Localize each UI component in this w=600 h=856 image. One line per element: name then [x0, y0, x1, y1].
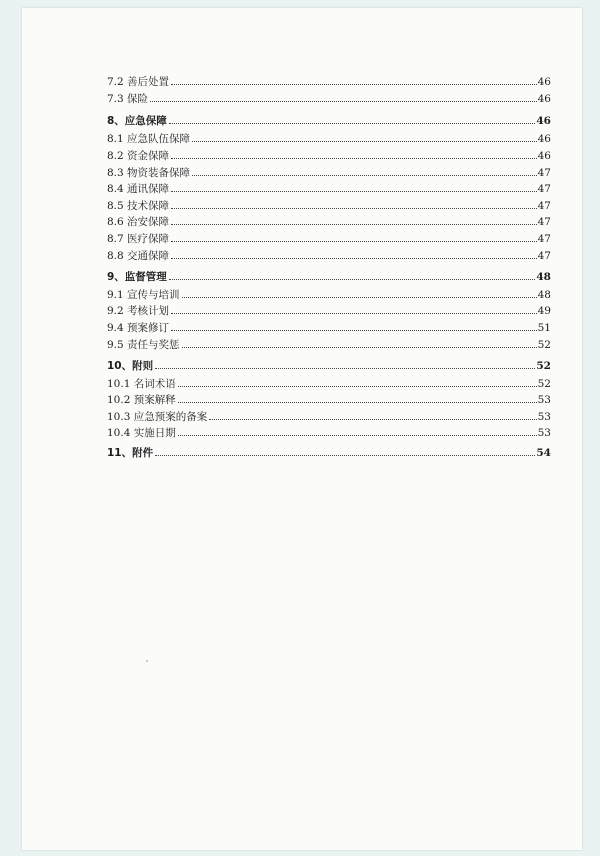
toc-chapter-9[interactable]	[107, 269, 551, 283]
toc-entry-10-4[interactable]	[107, 425, 551, 439]
toc-page-number: 49	[537, 305, 551, 317]
toc-page-number: 52	[537, 378, 551, 390]
toc-page-number: 46	[537, 76, 551, 88]
toc-page-number: 53	[537, 427, 551, 439]
toc-entry-label: 8.7 医疗保障	[107, 233, 170, 245]
toc-chapter-10[interactable]	[107, 358, 551, 372]
toc-entry-8-4[interactable]	[107, 181, 551, 195]
toc-entry-label: 8.1 应急队伍保障	[107, 133, 191, 145]
toc-entry-9-1[interactable]	[107, 287, 551, 301]
toc-page-number: 46	[536, 115, 551, 127]
toc-entry-label: 8.5 技术保障	[107, 200, 170, 212]
toc-entry-label: 8.8 交通保障	[107, 250, 170, 262]
toc-page-number: 48	[536, 271, 551, 283]
toc-leader-dots	[171, 207, 537, 209]
toc-leader-dots	[169, 278, 536, 280]
toc-leader-dots	[171, 190, 537, 192]
toc-entry-8-7[interactable]	[107, 231, 551, 245]
toc-leader-dots	[178, 434, 537, 436]
toc-leader-dots	[171, 83, 537, 85]
toc-entry-10-3[interactable]	[107, 409, 551, 423]
toc-leader-dots	[182, 296, 537, 298]
toc-page-number: 53	[537, 394, 551, 406]
toc-leader-dots	[155, 367, 535, 369]
toc-leader-dots	[171, 223, 537, 225]
toc-leader-dots	[182, 346, 537, 348]
toc-leader-dots	[171, 312, 537, 314]
toc-page-number: 47	[537, 250, 551, 262]
toc-page-number: 52	[536, 360, 551, 372]
toc-page-number: 47	[537, 200, 551, 212]
toc-page-number: 54	[536, 447, 551, 459]
toc-entry-label: 7.3 保险	[107, 93, 149, 105]
toc-leader-dots	[155, 454, 535, 456]
toc-leader-dots	[171, 240, 537, 242]
toc-chapter-label: 8、应急保障	[107, 115, 167, 127]
toc-entry-label: 10.1 名词术语	[107, 378, 176, 390]
toc-entry-label: 8.6 治安保障	[107, 216, 170, 228]
toc-page-number: 47	[537, 216, 551, 228]
toc-entry-label: 7.2 善后处置	[107, 76, 170, 88]
toc-page-number: 52	[537, 339, 551, 351]
toc-leader-dots	[178, 385, 537, 387]
toc-chapter-label: 10、附则	[107, 360, 154, 372]
toc-entry-label: 9.1 宣传与培训	[107, 289, 180, 301]
toc-page-number: 48	[537, 289, 551, 301]
toc-entry-8-1[interactable]	[107, 131, 551, 145]
toc-leader-dots	[171, 157, 537, 159]
toc-entry-9-5[interactable]	[107, 337, 551, 351]
toc-chapter-label: 11、附件	[107, 447, 154, 459]
toc-chapter-8[interactable]	[107, 113, 551, 127]
toc-entry-label: 10.4 实施日期	[107, 427, 176, 439]
toc-entry-8-6[interactable]	[107, 214, 551, 228]
toc-page-number: 46	[537, 93, 551, 105]
toc-entry-8-3[interactable]	[107, 165, 551, 179]
toc-page-number: 51	[537, 322, 551, 334]
toc-leader-dots	[169, 122, 536, 124]
toc-page-number: 47	[537, 233, 551, 245]
toc-chapter-label: 9、监督管理	[107, 271, 167, 283]
toc-entry-7-2[interactable]	[107, 74, 551, 88]
scan-speck	[146, 660, 148, 662]
toc-entry-label: 9.5 责任与奖惩	[107, 339, 180, 351]
toc-leader-dots	[171, 329, 537, 331]
toc-page-number: 47	[537, 183, 551, 195]
toc-entry-label: 10.2 预案解释	[107, 394, 176, 406]
toc-leader-dots	[171, 257, 537, 259]
toc-entry-9-2[interactable]	[107, 303, 551, 317]
toc-page-number: 46	[537, 133, 551, 145]
toc-entry-9-4[interactable]	[107, 320, 551, 334]
toc-page-number: 53	[537, 411, 551, 423]
toc-entry-label: 8.3 物资装备保障	[107, 167, 191, 179]
toc-entry-label: 9.4 预案修订	[107, 322, 170, 334]
toc-leader-dots	[209, 418, 536, 420]
toc-entry-label: 10.3 应急预案的备案	[107, 411, 208, 423]
toc-entry-8-8[interactable]	[107, 248, 551, 262]
toc-entry-8-2[interactable]	[107, 148, 551, 162]
toc-leader-dots	[192, 140, 537, 142]
toc-page-number: 46	[537, 150, 551, 162]
toc-entry-10-2[interactable]	[107, 392, 551, 406]
toc-entry-label: 8.2 资金保障	[107, 150, 170, 162]
toc-entry-8-5[interactable]	[107, 198, 551, 212]
toc-entry-label: 8.4 通讯保障	[107, 183, 170, 195]
toc-entry-7-3[interactable]	[107, 91, 551, 105]
toc-leader-dots	[192, 174, 537, 176]
toc-entry-label: 9.2 考核计划	[107, 305, 170, 317]
toc-leader-dots	[178, 401, 537, 403]
toc-leader-dots	[150, 100, 537, 102]
toc-chapter-11[interactable]	[107, 445, 551, 459]
toc-entry-10-1[interactable]	[107, 376, 551, 390]
toc-page-number: 47	[537, 167, 551, 179]
